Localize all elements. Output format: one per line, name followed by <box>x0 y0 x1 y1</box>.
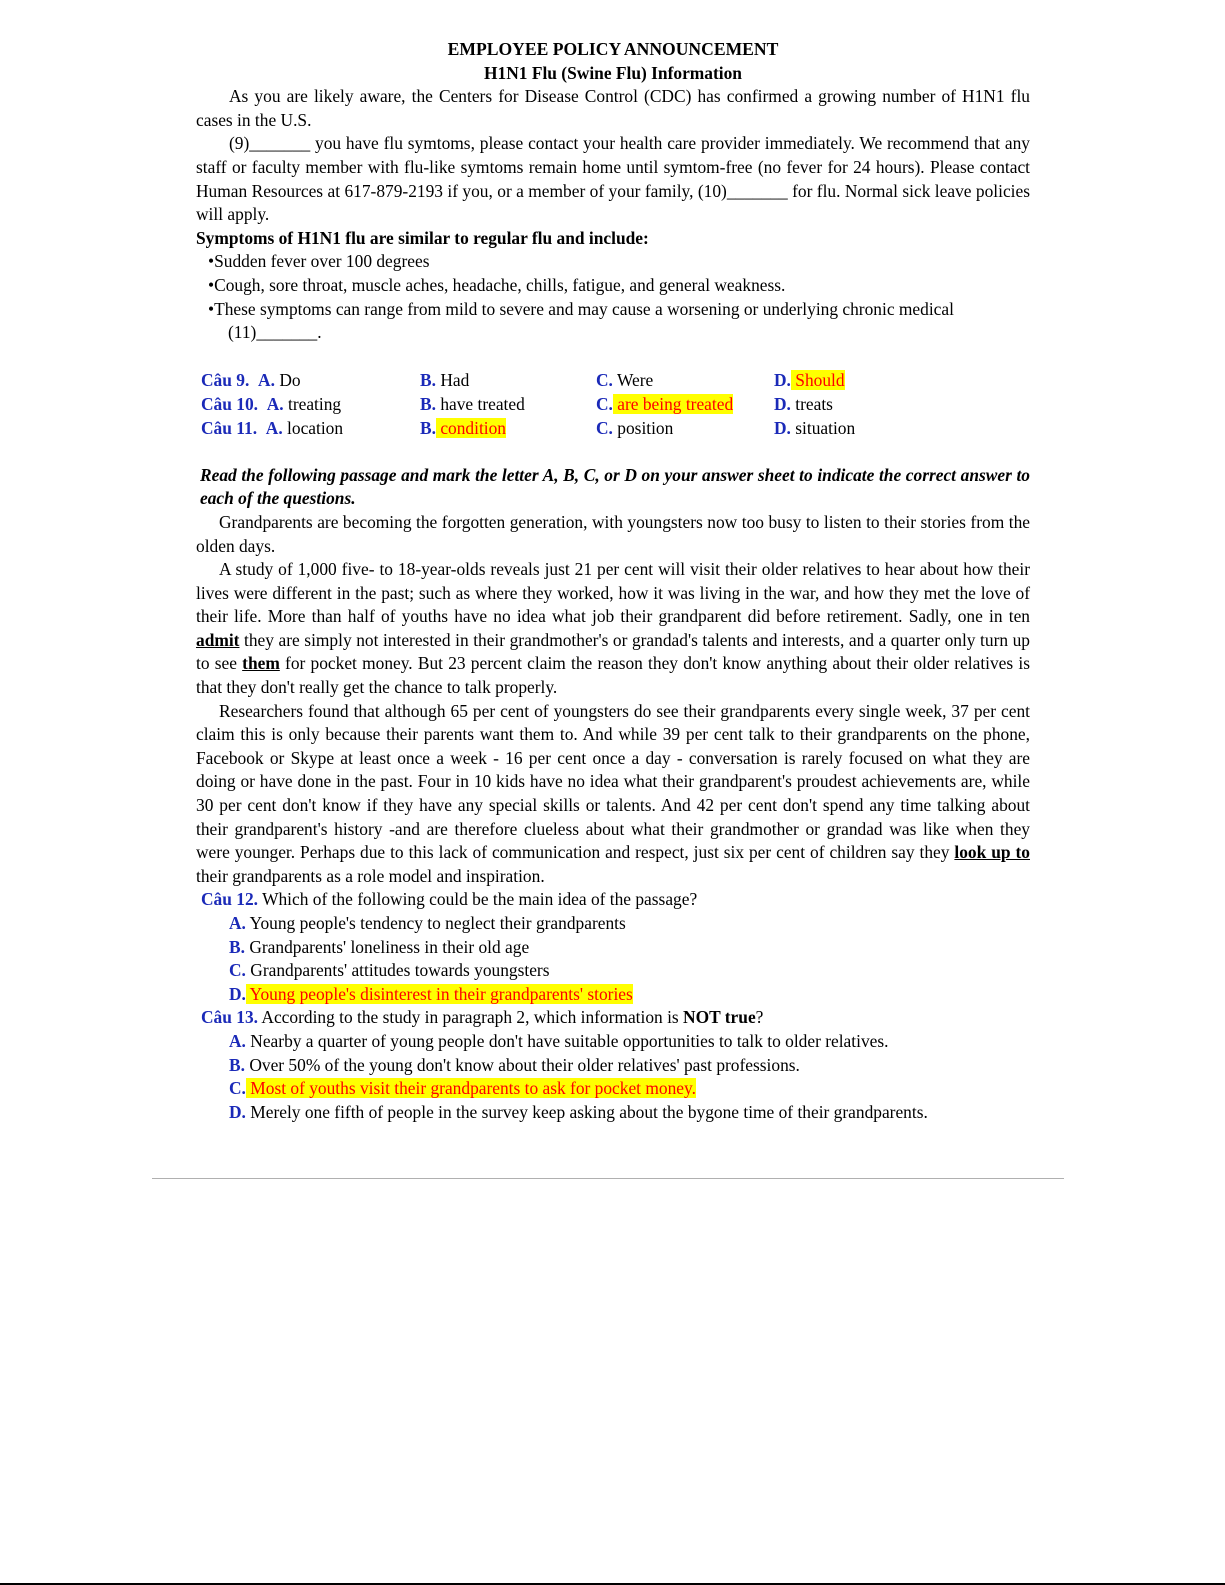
underlined-word-admit: admit <box>196 629 240 650</box>
option-d[interactable]: treats <box>795 393 833 414</box>
option-b-highlighted[interactable]: condition <box>436 418 506 438</box>
list-item: •Sudden fever over 100 degrees <box>208 251 430 272</box>
choice-d[interactable]: D. Merely one fifth of people in the survey keep asking about the bygone time of their grandparents. <box>229 1101 928 1122</box>
passage-paragraph-2: A study of 1,000 five- to 18-year-olds reveals just 21 per cent will visit their older relatives to hear about how their lives were different in the past; such as where they worked, how it was living in the war, and how they met the love of their life. More than half of youths have no idea what job their grandparent did before retirement. Sadly, one in ten admit they are simply not interested in their grandmother's or grandad's talents and interests, and a quarter only turn up to see them for pocket money. But 23 percent claim the reason they don't know anything about their older relatives is that they don't really get the chance to talk properly. <box>196 559 1030 698</box>
choice-c-highlighted[interactable]: C. Most of youths visit their grandparents to ask for pocket money. <box>229 1078 696 1099</box>
option-b[interactable]: Had <box>440 369 470 390</box>
list-item: •Cough, sore throat, muscle aches, headache, chills, fatigue, and general weakness. <box>208 274 786 295</box>
bullet-icon: • <box>208 251 215 272</box>
option-a[interactable]: treating <box>288 393 342 414</box>
announcement-title: EMPLOYEE POLICY ANNOUNCEMENT <box>447 39 779 59</box>
question-label: Câu 11. <box>201 417 258 438</box>
question-label: Câu 10. <box>201 393 259 414</box>
question-row-11: Câu 11. A. location B. condition C. position D. situation <box>201 417 856 438</box>
document-page <box>196 38 1030 1124</box>
question-13: Câu 13. According to the study in paragraph 2, which information is NOT true? <box>201 1007 764 1028</box>
option-c[interactable]: position <box>617 417 674 438</box>
choice-b[interactable]: B. Grandparents' loneliness in their old age <box>229 936 530 957</box>
choice-a[interactable]: A. Young people's tendency to neglect their grandparents <box>229 913 626 933</box>
option-b[interactable]: have treated <box>440 393 525 414</box>
question-row-9: Câu 9. A. Do B. Had C. Were D. Should <box>201 369 845 390</box>
option-c[interactable]: Were <box>616 369 654 390</box>
question-row-10: Câu 10. A. treating B. have treated C. are being treated D. treats <box>201 393 833 414</box>
option-d-highlighted[interactable]: Should <box>791 370 845 390</box>
page-divider <box>152 1178 1064 1179</box>
underlined-phrase-look-up-to: look up to <box>954 842 1030 863</box>
choice-c[interactable]: C. Grandparents' attitudes towards youngsters <box>229 960 550 981</box>
question-12: Câu 12. Which of the following could be the main idea of the passage? <box>201 889 698 910</box>
reading-instruction: Read the following passage and mark the letter A, B, C, or D on your answer sheet to indicate the correct answer to each of the questions. <box>200 464 1030 509</box>
option-a[interactable]: Do <box>279 369 301 390</box>
option-a[interactable]: location <box>287 417 344 438</box>
announcement-paragraph-2: (9)_______ you have flu symtoms, please contact your health care provider immediately. We recommend that any staff or faculty member with flu-like symtoms remain home until symtom-free (no fever for 24 hours). Please contact Human Resources at 617-879-2193 if you, or a member of your family, (10)_______ for flu. Normal sick leave policies will apply. <box>196 133 1030 225</box>
cloze-options <box>196 368 1030 440</box>
symptoms-list <box>196 250 1030 321</box>
choice-a[interactable]: A. Nearby a quarter of young people don't have suitable opportunities to talk to older relatives. <box>229 1030 889 1051</box>
passage-paragraph-3: Researchers found that although 65 per cent of youngsters do see their grandparents every single week, 37 per cent claim this is only because their parents want them to. And while 39 per cent talk to their grandparents on the phone, Facebook or Skype at least once a week - 16 per cent once a day - conversation is rarely focused on what they are doing or have done in the past. Four in 10 kids have no idea what their grandparent's proudest achievements are, while 30 per cent don't know if they have any special skills or talents. And 42 per cent don't spend any time talking about their grandparent's history -and are therefore clueless about what their grandmother or grandad was like when they were younger. Perhaps due to this lack of communication and respect, just six per cent of children say they look up to their grandparents as a role model and inspiration. <box>196 700 1030 886</box>
bullet-icon: • <box>208 298 215 319</box>
symptoms-continuation: (11)_______. <box>228 322 322 343</box>
question-13-choices <box>196 1030 1030 1124</box>
announcement-paragraph-1: As you are likely aware, the Centers for Disease Control (CDC) has confirmed a growing number of H1N1 flu cases in the U.S. <box>196 86 1030 130</box>
question-12-choices <box>196 912 1030 1006</box>
symptoms-heading: Symptoms of H1N1 flu are similar to regular flu and include: <box>196 227 649 248</box>
bullet-icon: • <box>208 274 215 295</box>
question-label: Câu 13. <box>201 1007 259 1028</box>
option-c-highlighted[interactable]: are being treated <box>613 394 733 414</box>
choice-b[interactable]: B. Over 50% of the young don't know about their older relatives' past professions. <box>229 1054 800 1075</box>
question-label: Câu 12. <box>201 889 259 910</box>
option-d[interactable]: situation <box>795 417 856 438</box>
announcement-subtitle: H1N1 Flu (Swine Flu) Information <box>484 62 742 83</box>
passage-paragraph-1: Grandparents are becoming the forgotten generation, with youngsters now too busy to listen to their stories from the olden days. <box>196 511 1030 556</box>
underlined-word-them: them <box>242 653 280 674</box>
list-item: •These symptoms can range from mild to severe and may cause a worsening or underlying chronic medical <box>208 298 954 319</box>
choice-d-highlighted[interactable]: D. Young people's disinterest in their grandparents' stories <box>229 983 633 1004</box>
question-label: Câu 9. <box>201 369 250 390</box>
